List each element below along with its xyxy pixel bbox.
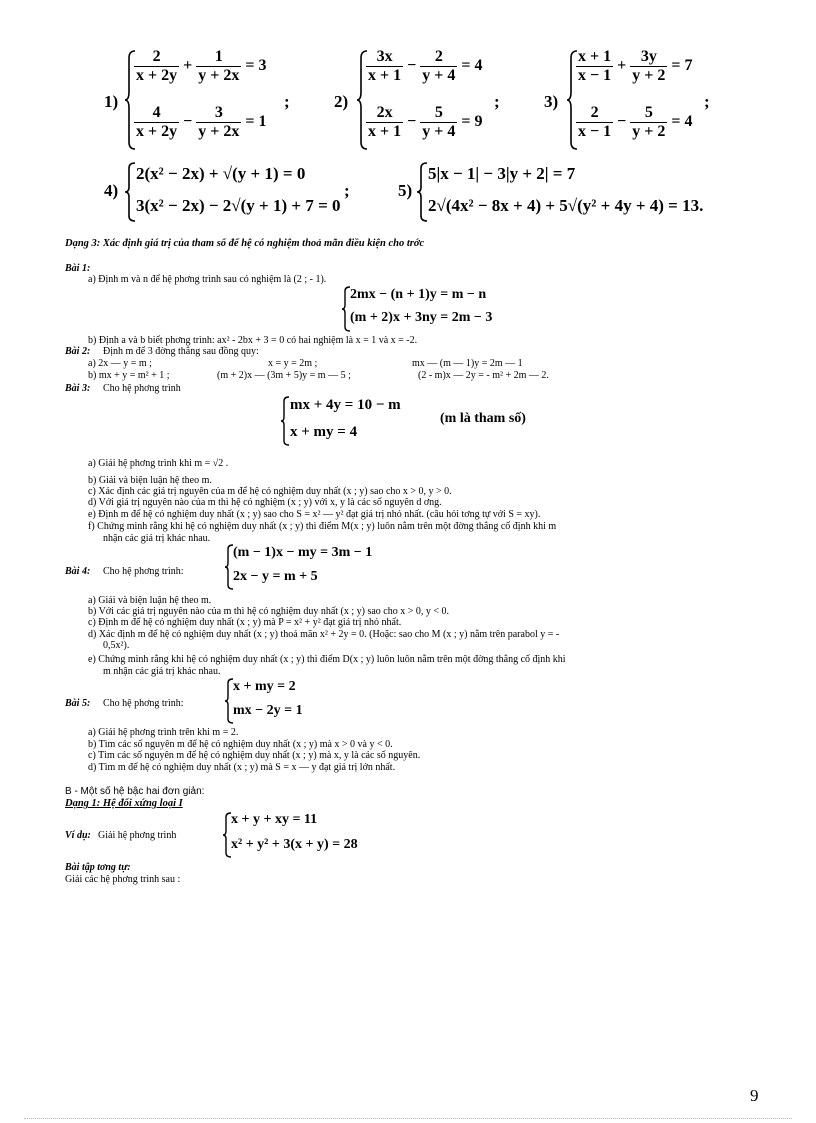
system-4-row-2: 3(x² − 2x) − 2√(y + 1) + 7 = 0 xyxy=(136,196,341,215)
bai3-label: Bài 3: xyxy=(65,383,91,394)
system-3-row-2: $\frac{2}{x - 1}$ − $\frac{5}{y + 2}$ = 4 xyxy=(578,104,693,140)
separator: ; xyxy=(284,92,290,111)
bai5-text: Cho hệ phơng trình: xyxy=(103,698,184,709)
vidu-label: Ví dụ: xyxy=(65,830,91,841)
system-4-row-1: 2(x² − 2x) + √(y + 1) = 0 xyxy=(136,164,306,183)
bai5-sys-row-1: x + my = 2 xyxy=(233,679,296,694)
system-2-label: 2) xyxy=(334,92,349,111)
system-3-label: 3) xyxy=(544,92,559,111)
bai5-label: Bài 5: xyxy=(65,698,91,709)
bai4-label: Bài 4: xyxy=(65,566,91,577)
system-1-row-1: $\frac{2}{x + 2y}$ + $\frac{1}{y + 2x}$ = 3 xyxy=(136,48,267,84)
vidu-sys-row-1: x + y + xy = 11 xyxy=(231,812,318,827)
system-1-row-2: $\frac{4}{x + 2y}$ − $\frac{3}{y + 2x}$ = 1 xyxy=(136,104,267,140)
separator: ; xyxy=(704,92,710,111)
system-2-row-1: $\frac{3x}{x + 1}$ − $\frac{2}{y + 4}$ = 4 xyxy=(368,48,483,84)
bai4-text: Cho hệ phơng trình: xyxy=(103,566,184,577)
bai3-item-a: a) Giải hệ phơng trình khi m = √2 . xyxy=(88,458,229,469)
bai1-sys-row-1: 2mx − (n + 1)y = m − n xyxy=(350,287,487,302)
bai2-b2: (m + 2)x — (3m + 5)y = m — 5 ; xyxy=(217,370,351,381)
bai2-text: Định m để 3 đờng thẳng sau đồng quy: xyxy=(103,346,259,357)
giai-text: Giải các hệ phơng trình sau : xyxy=(65,874,181,885)
system-5-label: 5) xyxy=(398,181,413,200)
dang3-title: Dạng 3: Xác định giá trị của tham số để hệ có nghiệm thoả mãn điều kiện cho trớc xyxy=(65,238,425,249)
bai4-item-e: e) Chứng minh rằng khi hệ có nghiệm duy nhất (x ; y) thì điểm D(x ; y) luôn luôn nằm trên một đờng thẳng cố định khi xyxy=(88,654,566,665)
bai4-item-d-cont: 0,5x²). xyxy=(103,640,130,651)
bai1-sys-row-2: (m + 2)x + 3ny = 2m − 3 xyxy=(350,310,493,325)
page-number: 9 xyxy=(750,1086,759,1105)
bai1-b: b) Định a và b biết phơng trình: ax² - 2bx + 3 = 0 có hai nghiệm là x = 1 và x = -2. xyxy=(88,335,418,346)
system-2-row-2: $\frac{2x}{x + 1}$ − $\frac{5}{y + 4}$ = 9 xyxy=(368,104,483,140)
bai1-label: Bài 1: xyxy=(65,263,91,274)
bai4-item-e-cont: m nhận các giá trị khác nhau. xyxy=(103,666,221,677)
bai4-sys-row-1: (m − 1)x − my = 3m − 1 xyxy=(233,545,373,560)
brace xyxy=(124,162,136,222)
bai3-sys-row-1: mx + 4y = 10 − m xyxy=(290,397,401,413)
bai5-item-b: b) Tìm các số nguyên m để hệ có nghiệm duy nhất (x ; y) mà x > 0 và y < 0. xyxy=(88,739,393,750)
system-5-row-1: 5|x − 1| − 3|y + 2| = 7 xyxy=(428,164,576,183)
system-4-label: 4) xyxy=(104,181,119,200)
vidu-text: Giải hệ phơng trình xyxy=(98,830,177,841)
bai3-item-c: c) Xác định các giá trị nguyên của m để hệ có nghiệm duy nhất (x ; y) sao cho x > 0, y > 0. xyxy=(88,486,452,497)
bai3-item-b: b) Giải và biện luận hệ theo m. xyxy=(88,475,212,486)
separator: ; xyxy=(344,181,350,200)
bai4-sys-row-2: 2x − y = m + 5 xyxy=(233,569,318,584)
bai3-item-d: d) Với giá trị nguyên nào của m thì hệ có nghiệm (x ; y) với x, y là các số nguyên d ơng. xyxy=(88,497,442,508)
bai4-item-c: c) Định m để hệ có nghiệm duy nhất (x ; y) mà P = x² + y² đạt giá trị nhỏ nhất. xyxy=(88,617,402,628)
bai5-item-a: a) Giải hệ phơng trình trên khi m = 2. xyxy=(88,727,239,738)
separator: ; xyxy=(494,92,500,111)
bai5-sys-row-2: mx − 2y = 1 xyxy=(233,703,303,718)
bai3-text: Cho hệ phơng trình xyxy=(103,383,181,394)
bai5-item-c: c) Tìm các số nguyên m để hệ có nghiệm duy nhất (x ; y) mà x, y là các số nguyên. xyxy=(88,750,421,761)
bai4-item-a: a) Giải và biện luận hệ theo m. xyxy=(88,595,212,606)
system-1-label: 1) xyxy=(104,92,119,111)
bai2-b1: b) mx + y = m² + 1 ; xyxy=(88,370,170,381)
system-3-row-1: $\frac{x + 1}{x - 1}$ + $\frac{3y}{y + 2}$ = 7 xyxy=(578,48,693,84)
bai2-label: Bài 2: xyxy=(65,346,91,357)
bai2-a2: x = y = 2m ; xyxy=(268,358,318,369)
bai1-a: a) Định m và n để hệ phơng trình sau có nghiệm là (2 ; - 1). xyxy=(88,274,327,285)
bai2-a3: mx — (m — 1)y = 2m — 1 xyxy=(412,358,523,369)
vidu-sys-row-2: x² + y² + 3(x + y) = 28 xyxy=(231,837,358,852)
bai5-item-d: d) Tìm m để hệ có nghiệm duy nhất (x ; y) mà S = x — y đạt giá trị lớn nhất. xyxy=(88,762,396,773)
bai4-item-d: d) Xác định m để hệ có nghiệm duy nhất (x ; y) thoả mãn x² + 2y = 0. (Hoặc: sao cho M (x ; y) nằm trên parabol y = - xyxy=(88,629,560,640)
bai2-b3: (2 - m)x — 2y = - m² + 2m — 2. xyxy=(418,370,549,381)
brace xyxy=(280,396,290,446)
bai4-item-b: b) Với các giá trị nguyên nào của m thì hệ có nghiệm duy nhất (x ; y) sao cho x > 0, y < 0. xyxy=(88,606,450,617)
sectionB-dang1: Dạng 1: Hệ đối xứng loại I xyxy=(65,798,183,809)
footer-divider xyxy=(24,1118,792,1119)
bai3-sys-row-2: x + my = 4 xyxy=(290,424,358,440)
bai3-item-f: f) Chứng minh rằng khi hệ có nghiệm duy nhất (x ; y) thì điểm M(x ; y) luôn nằm trên một đờng thẳng cố định khi m xyxy=(88,521,557,532)
bai2-a1: a) 2x — y = m ; xyxy=(88,358,152,369)
brace xyxy=(416,162,428,222)
bai3-param: (m là tham số) xyxy=(440,411,526,426)
baitap-label: Bài tập tơng tự: xyxy=(65,862,131,873)
bai3-item-e: e) Định m để hệ có nghiệm duy nhất (x ; y) sao cho S = x² — y² đạt giá trị nhỏ nhất. (câu hỏi tơng tự với S = xy). xyxy=(88,509,541,520)
system-5-row-2: 2√(4x² − 8x + 4) + 5√(y² + 4y + 4) = 13. xyxy=(428,196,704,215)
sectionB-title: B - Một số hệ bậc hai đơn giản: xyxy=(65,786,205,797)
bai3-item-f-cont: nhận các giá trị khác nhau. xyxy=(103,533,211,544)
